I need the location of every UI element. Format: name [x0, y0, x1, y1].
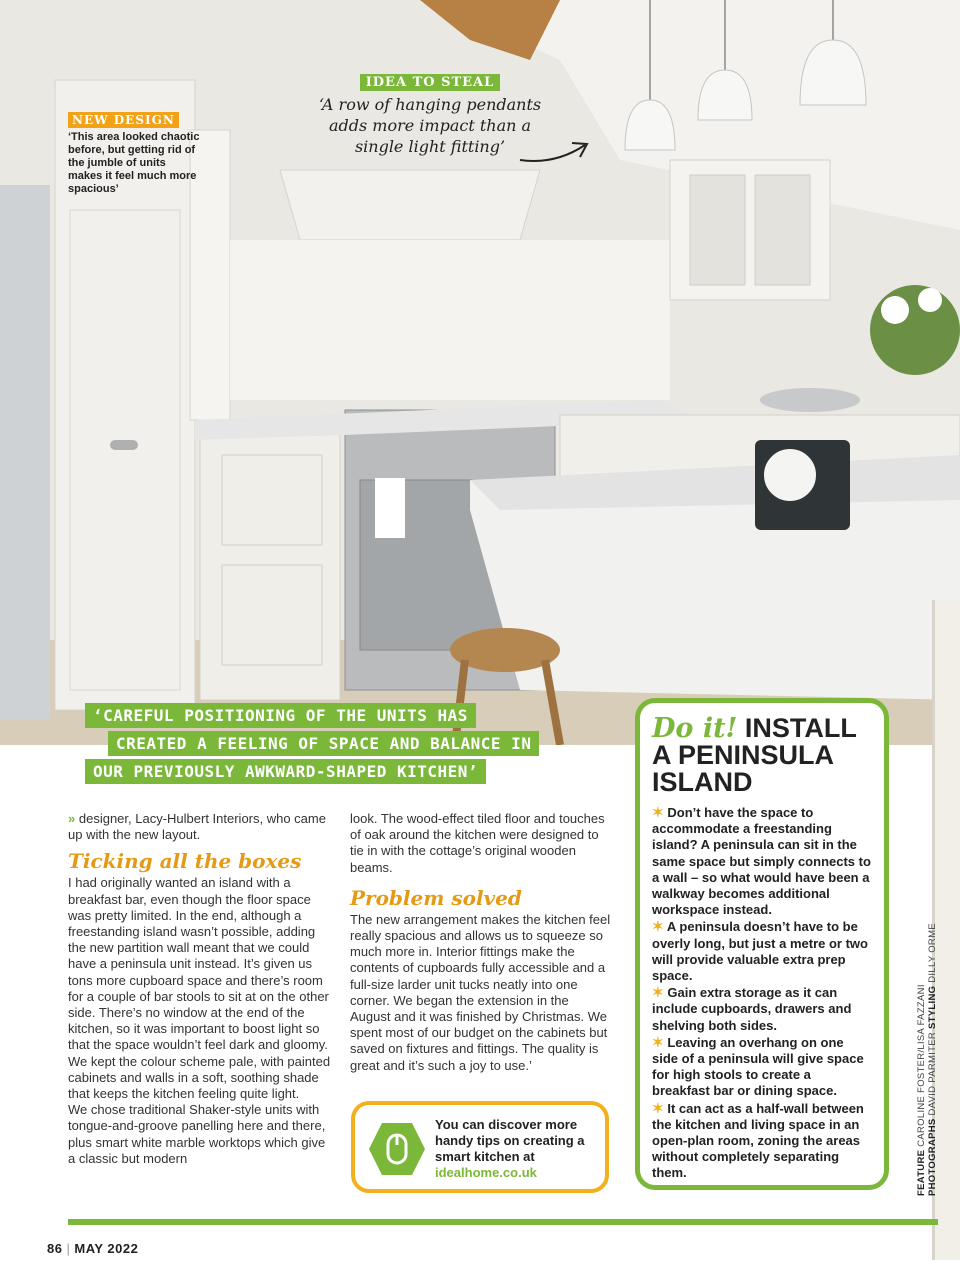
- new-design-badge: NEW DESIGN: [68, 112, 179, 128]
- star-bullet-icon: ✶: [652, 984, 664, 1001]
- new-design-text: ‘This area looked chaotic before, but getting rid of the jumble of units makes it feel much more spacious’: [68, 131, 200, 195]
- new-design-caption: [68, 111, 200, 196]
- page-number: 86: [47, 1241, 63, 1256]
- idea-text: ‘A row of hanging pendants adds more impact than a single light fitting’: [318, 95, 542, 156]
- intro-text: designer, Lacy-Hulbert Interiors, who came up with the new layout.: [68, 811, 326, 843]
- body-column-2: [350, 811, 612, 1074]
- photo-credits: FEATURE CAROLINE FOSTER/LISA FAZZANI PHOTOGRAPHS DAVID PARMITER STYLING DILLY ORME: [916, 923, 938, 1196]
- mouse-icon: [367, 1119, 427, 1179]
- issue-date: MAY 2022: [74, 1241, 139, 1256]
- star-bullet-icon: ✶: [652, 1099, 664, 1116]
- tip-box: [351, 1101, 609, 1193]
- do-it-title: [652, 715, 872, 796]
- do-it-list: [652, 804, 872, 1182]
- paragraph-3: look. The wood-effect tiled floor and touches of oak around the kitchen were designed to tie in with the cottage’s original wooden beams.: [350, 811, 605, 875]
- tip-text: You can discover more handy tips on creating a smart kitchen at: [435, 1117, 585, 1164]
- pull-quote-line-3: OUR PREVIOUSLY AWKWARD-SHAPED KITCHEN’: [85, 759, 486, 784]
- do-it-box: [635, 698, 889, 1190]
- pull-quote-line-2: CREATED A FEELING OF SPACE AND BALANCE IN: [108, 731, 539, 756]
- page-folio: 86 | MAY 2022: [47, 1241, 139, 1256]
- heading-ticking-boxes: Ticking all the boxes: [68, 849, 302, 874]
- tip-link[interactable]: idealhome.co.uk: [435, 1165, 537, 1180]
- star-bullet-icon: ✶: [652, 804, 664, 820]
- idea-to-steal: [310, 73, 550, 157]
- paragraph-4: The new arrangement makes the kitchen feel really spacious and allows us to squeeze so much more in. Interior fittings make the contents of cupboards fully accessible and a full-size larder unit tucks neatly into one corner. We began the extension in the August and it was finished by Christmas. We spent most of our budget on the cabinets but saved on fixtures and fittings. The quality is great and it’s such a joy to use.’: [350, 911, 611, 1073]
- do-it-heading: INSTALL A PENINSULA ISLAND: [652, 713, 857, 797]
- do-it-item: ✶ Don’t have the space to accommodate a freestanding island? A peninsula can sit in the same space but simply connects to a wall – so what would have been a walkway becomes additional workspace instead.: [652, 804, 871, 918]
- footer-rule: [68, 1219, 938, 1225]
- continuation-chevron-icon: »: [68, 811, 76, 826]
- body-column-1: [68, 811, 333, 1167]
- paragraph-2: We chose traditional Shaker-style units with tongue-and-groove panelling here and there, plus smart white marble worktops which give a classic but modern: [68, 1102, 326, 1166]
- do-it-item: ✶ It can act as a half-wall between the kitchen and living space in an open-plan room, zoning the areas without completely separating them.: [652, 1099, 864, 1181]
- star-bullet-icon: ✶: [652, 1033, 664, 1050]
- paragraph-1: I had originally wanted an island with a breakfast bar, even though the floor space was pretty limited. In the end, although a freestanding island wasn’t possible, adding the new partition wall meant that we could have a peninsula unit instead. It’s given us tons more cupboard space and there’s room for a couple of bar stools to sit at on the other side. There’s no window at the end of the kitchen, so it was important to boost light so that the space wouldn’t feel dark and gloomy. We kept the colour scheme pale, with painted cabinets and walls in a soft, soothing shade that keeps the kitchen feeling quite light.: [68, 875, 331, 1102]
- pull-quote-line-1: ‘CAREFUL POSITIONING OF THE UNITS HAS: [85, 703, 476, 728]
- do-it-lead: Do it!: [652, 713, 738, 744]
- do-it-item: ✶ Gain extra storage as it can include cupboards, drawers and shelving both sides.: [652, 984, 852, 1033]
- idea-badge: IDEA TO STEAL: [360, 74, 501, 91]
- do-it-item: ✶ Leaving an overhang on one side of a peninsula will give space for high stools to create a breakfast bar or dining space.: [652, 1033, 864, 1099]
- star-bullet-icon: ✶: [652, 918, 664, 935]
- do-it-item: ✶ A peninsula doesn’t have to be overly long, but just a metre or two will provide valuable extra prep space.: [652, 918, 868, 984]
- heading-problem-solved: Problem solved: [350, 885, 522, 910]
